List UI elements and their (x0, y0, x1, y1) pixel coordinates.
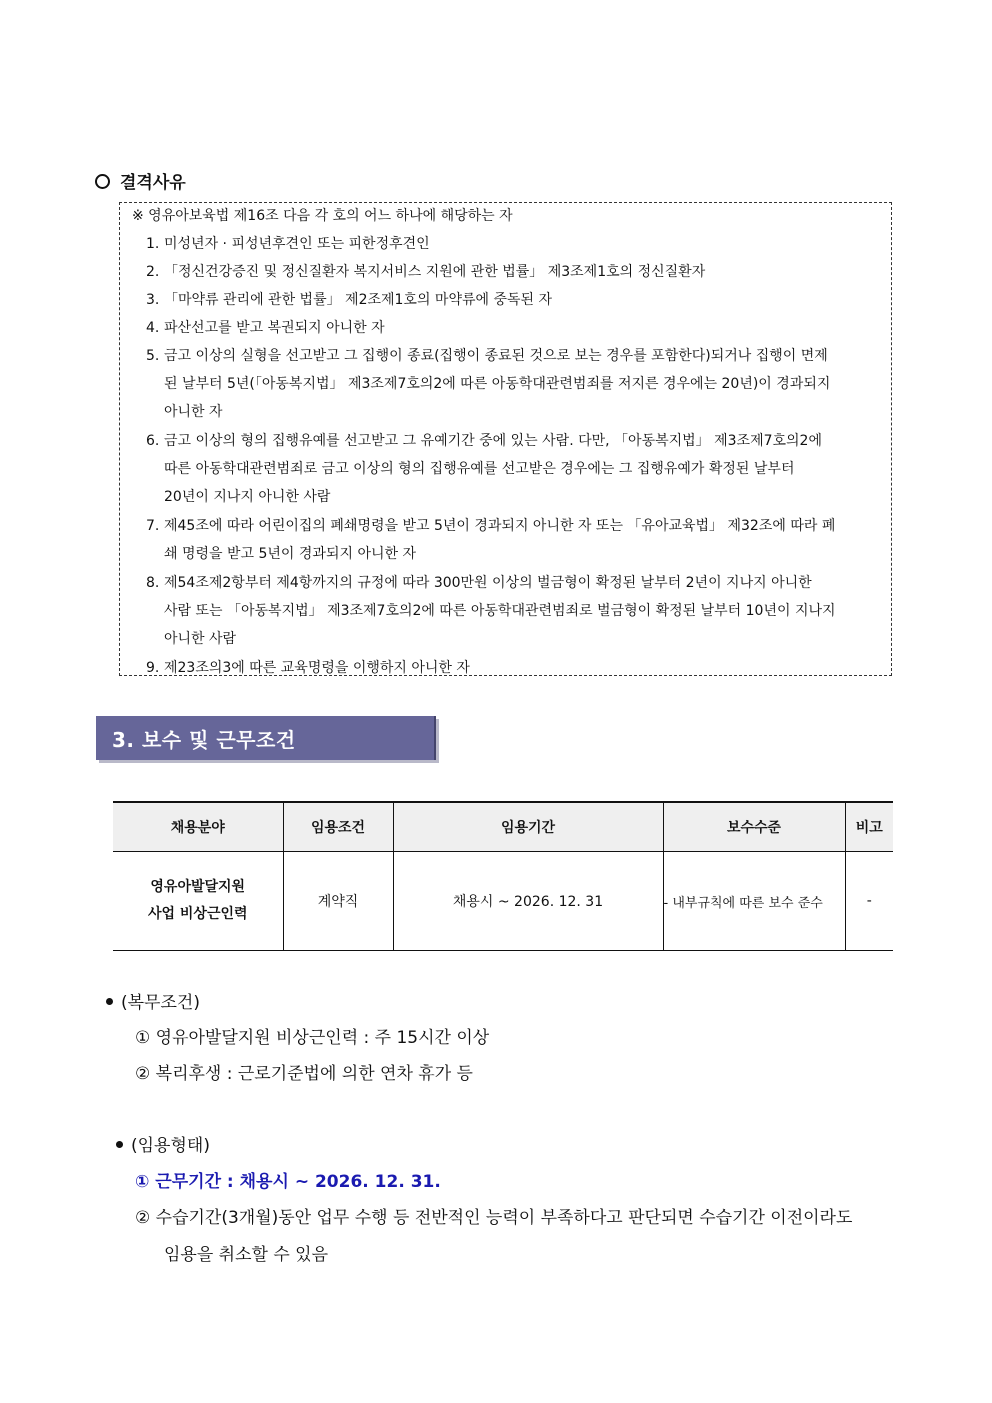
conditions-table (113, 801, 893, 951)
section-title: 3. 보수 및 근무조건 (112, 728, 296, 752)
employment-item-probation: ② 수습기간(3개월)동안 업무 수행 등 전반적인 능력이 부족하다고 판단되면 수습기간 이전이라도 (135, 1208, 853, 1228)
list-item: 3. 「마약류 관리에 관한 법률」 제2조제1호의 마약류에 중독된 자 (146, 292, 553, 308)
list-item: 7. 제45조에 따라 어린이집의 폐쇄명령을 받고 5년이 경과되지 아니한 자 또는 「유아교육법」 제32조에 따라 폐 쇄 명령을 받고 5년이 경과되지 아니한 자 (146, 518, 836, 562)
employment-item-period: ① 근무기간 : 채용시 ~ 2026. 12. 31. (135, 1172, 441, 1192)
table-header: 보수수준 (663, 802, 845, 852)
service-title: (복무조건) (106, 988, 200, 1013)
disqualification-heading: 결격사유 (95, 168, 186, 193)
list-item: 8. 제54조제2항부터 제4항까지의 규정에 따라 300만원 이상의 벌금형이 확정된 날부터 2년이 지나지 아니한 사람 또는 「아동복지법」 제3조제7호의2에 따른 아동학대관련범죄로 벌금형이 확정된 날부터 10년이 지나지 아니한 사람 (146, 575, 836, 647)
bullet-dot-icon (116, 1141, 123, 1148)
employment-title: (임용형태) (116, 1131, 210, 1156)
table-header: 비고 (845, 802, 893, 852)
table-cell-field: 영유아발달지원 사업 비상근인력 (113, 852, 283, 951)
table-header: 임용기간 (393, 802, 663, 852)
table-header: 채용분야 (113, 802, 283, 852)
circle-bullet-icon (95, 174, 110, 189)
table-cell-remark: - (845, 852, 893, 951)
service-item: ② 복리후생 : 근로기준법에 의한 연차 휴가 등 (135, 1064, 473, 1084)
list-item: 6. 금고 이상의 형의 집행유예를 선고받고 그 유예기간 중에 있는 사람. 다만, 「아동복지법」 제3조제7호의2에 따른 아동학대관련범죄로 금고 이상의 형의 집행유예를 선고받은 경우에는 그 집행유예가 확정된 날부터 20년이 지나지 아니한 사람 (146, 433, 822, 505)
employment-item-probation-cont: 임용을 취소할 수 있음 (164, 1245, 329, 1265)
table-cell-pay: - 내부규칙에 따른 보수 준수 (663, 852, 845, 951)
table-header: 임용조건 (283, 802, 393, 852)
table-cell-condition: 계약직 (283, 852, 393, 951)
service-item: ① 영유아발달지원 비상근인력 : 주 15시간 이상 (135, 1028, 490, 1048)
disqualification-box (119, 202, 892, 676)
bullet-dot-icon (106, 998, 113, 1005)
list-item: 9. 제23조의3에 따른 교육명령을 이행하지 아니한 자 (146, 660, 470, 676)
list-item: 4. 파산선고를 받고 복권되지 아니한 자 (146, 320, 385, 336)
list-item: 5. 금고 이상의 실형을 선고받고 그 집행이 종료(집행이 종료된 것으로 보는 경우를 포함한다)되거나 집행이 면제 된 날부터 5년(「아동복지법」 제3조제7호의2에 따른 아동학대관련범죄를 저지른 경우에는 20년)이 경과되지 아니한 자 (146, 348, 831, 420)
disqualification-note: ※ 영유아보육법 제16조 다음 각 호의 어느 하나에 해당하는 자 (132, 208, 513, 224)
table-cell-period: 채용시 ~ 2026. 12. 31 (393, 852, 663, 951)
list-item: 2. 「정신건강증진 및 정신질환자 복지서비스 지원에 관한 법률」 제3조제1호의 정신질환자 (146, 264, 706, 280)
table-row (113, 852, 893, 951)
table-header-row (113, 802, 893, 852)
section-banner (96, 716, 436, 760)
list-item: 1. 미성년자 · 피성년후견인 또는 피한정후견인 (146, 236, 430, 252)
